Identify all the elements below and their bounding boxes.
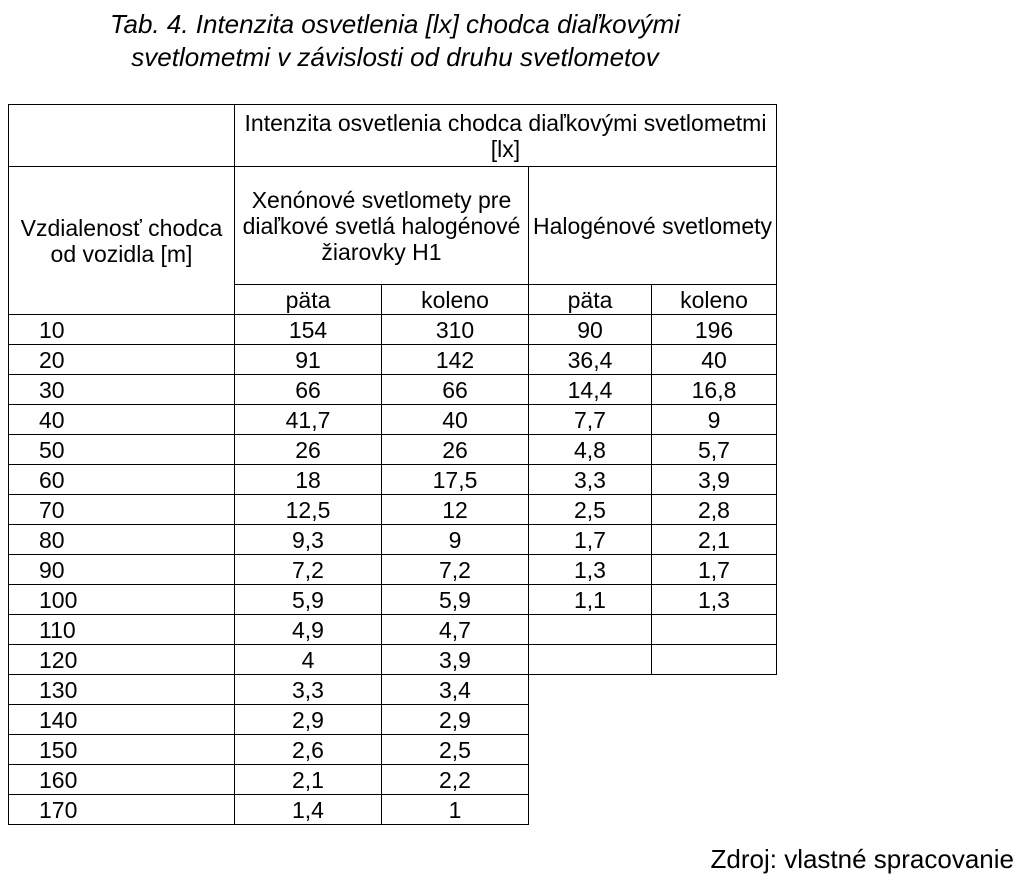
halogen-koleno-cell <box>652 705 777 735</box>
distance-cell: 10 <box>9 315 235 345</box>
xenon-pata-cell: 18 <box>235 465 382 495</box>
halogen-pata-cell <box>529 795 652 825</box>
distance-cell: 70 <box>9 495 235 525</box>
halogen-pata-cell: 1,7 <box>529 525 652 555</box>
xenon-pata-cell: 154 <box>235 315 382 345</box>
distance-cell: 50 <box>9 435 235 465</box>
table-row <box>9 375 777 405</box>
halogen-koleno-cell: 2,8 <box>652 495 777 525</box>
table-row <box>9 645 777 675</box>
xenon-koleno-cell: 2,9 <box>382 705 529 735</box>
xenon-pata-cell: 4 <box>235 645 382 675</box>
halogen-koleno-cell: 3,9 <box>652 465 777 495</box>
xenon-pata-cell: 1,4 <box>235 795 382 825</box>
distance-cell: 60 <box>9 465 235 495</box>
halogen-pata-cell: 2,5 <box>529 495 652 525</box>
header-row-1 <box>9 105 777 167</box>
distance-cell: 160 <box>9 765 235 795</box>
xenon-pata-cell: 4,9 <box>235 615 382 645</box>
halogen-pata-cell <box>529 705 652 735</box>
distance-cell: 80 <box>9 525 235 555</box>
halogen-pata-cell <box>529 615 652 645</box>
halogen-pata-cell: 1,3 <box>529 555 652 585</box>
subheader-xenon-koleno: koleno <box>382 285 529 315</box>
halogen-pata-cell: 3,3 <box>529 465 652 495</box>
distance-cell: 90 <box>9 555 235 585</box>
header-row-2 <box>9 167 777 285</box>
distance-cell: 40 <box>9 405 235 435</box>
xenon-pata-cell: 41,7 <box>235 405 382 435</box>
halogen-koleno-cell: 196 <box>652 315 777 345</box>
distance-cell: 170 <box>9 795 235 825</box>
table-row <box>9 705 777 735</box>
xenon-koleno-cell: 40 <box>382 405 529 435</box>
xenon-koleno-cell: 310 <box>382 315 529 345</box>
halogen-pata-cell <box>529 675 652 705</box>
subheader-halogen-koleno: koleno <box>652 285 777 315</box>
xenon-pata-cell: 91 <box>235 345 382 375</box>
table-row <box>9 495 777 525</box>
subheader-halogen-pata: päta <box>529 285 652 315</box>
distance-cell: 20 <box>9 345 235 375</box>
row-header-distance: Vzdialenosť chodca od vozidla [m] <box>9 167 235 315</box>
halogen-pata-cell <box>529 645 652 675</box>
halogen-koleno-cell <box>652 765 777 795</box>
table-row <box>9 765 777 795</box>
xenon-pata-cell: 12,5 <box>235 495 382 525</box>
source-note: Zdroj: vlastné spracovanie <box>710 844 1014 874</box>
halogen-koleno-cell <box>652 795 777 825</box>
xenon-koleno-cell: 9 <box>382 525 529 555</box>
xenon-koleno-cell: 1 <box>382 795 529 825</box>
distance-cell: 140 <box>9 705 235 735</box>
table-row <box>9 735 777 765</box>
distance-cell: 110 <box>9 615 235 645</box>
xenon-pata-cell: 3,3 <box>235 675 382 705</box>
table-row <box>9 405 777 435</box>
xenon-koleno-cell: 7,2 <box>382 555 529 585</box>
halogen-koleno-cell <box>652 675 777 705</box>
halogen-pata-cell: 4,8 <box>529 435 652 465</box>
distance-cell: 130 <box>9 675 235 705</box>
xenon-pata-cell: 7,2 <box>235 555 382 585</box>
xenon-koleno-cell: 12 <box>382 495 529 525</box>
halogen-koleno-cell: 9 <box>652 405 777 435</box>
caption-line-2: svetlometmi v závislosti od druhu svetlometov <box>131 42 659 72</box>
xenon-koleno-cell: 26 <box>382 435 529 465</box>
halogen-pata-cell: 1,1 <box>529 585 652 615</box>
table-row <box>9 435 777 465</box>
xenon-pata-cell: 66 <box>235 375 382 405</box>
halogen-pata-cell: 36,4 <box>529 345 652 375</box>
halogen-pata-cell: 7,7 <box>529 405 652 435</box>
table-row <box>9 525 777 555</box>
xenon-koleno-cell: 3,4 <box>382 675 529 705</box>
table-caption <box>30 8 760 74</box>
xenon-koleno-cell: 2,2 <box>382 765 529 795</box>
caption-line-1: Tab. 4. Intenzita osvetlenia [lx] chodca diaľkovými <box>110 9 680 39</box>
header-empty-corner <box>9 105 235 167</box>
halogen-koleno-cell <box>652 645 777 675</box>
xenon-header: Xenónové svetlomety pre diaľkové svetlá halogénové žiarovky H1 <box>235 167 529 285</box>
halogen-koleno-cell: 40 <box>652 345 777 375</box>
halogen-pata-cell: 14,4 <box>529 375 652 405</box>
table-row <box>9 675 777 705</box>
table-row <box>9 345 777 375</box>
halogen-koleno-cell: 2,1 <box>652 525 777 555</box>
xenon-koleno-cell: 142 <box>382 345 529 375</box>
distance-cell: 120 <box>9 645 235 675</box>
halogen-pata-cell <box>529 765 652 795</box>
xenon-pata-cell: 9,3 <box>235 525 382 555</box>
xenon-koleno-cell: 3,9 <box>382 645 529 675</box>
halogen-pata-cell: 90 <box>529 315 652 345</box>
xenon-koleno-cell: 2,5 <box>382 735 529 765</box>
distance-cell: 30 <box>9 375 235 405</box>
xenon-koleno-cell: 17,5 <box>382 465 529 495</box>
xenon-koleno-cell: 66 <box>382 375 529 405</box>
distance-cell: 100 <box>9 585 235 615</box>
xenon-koleno-cell: 5,9 <box>382 585 529 615</box>
xenon-pata-cell: 26 <box>235 435 382 465</box>
xenon-pata-cell: 2,1 <box>235 765 382 795</box>
halogen-pata-cell <box>529 735 652 765</box>
halogen-koleno-cell: 5,7 <box>652 435 777 465</box>
group-header: Intenzita osvetlenia chodca diaľkovými svetlometmi [lx] <box>235 105 777 167</box>
table-row <box>9 795 777 825</box>
halogen-koleno-cell: 16,8 <box>652 375 777 405</box>
xenon-koleno-cell: 4,7 <box>382 615 529 645</box>
subheader-xenon-pata: päta <box>235 285 382 315</box>
xenon-pata-cell: 5,9 <box>235 585 382 615</box>
halogen-koleno-cell <box>652 615 777 645</box>
halogen-koleno-cell <box>652 735 777 765</box>
table-row <box>9 615 777 645</box>
illuminance-table <box>8 104 777 825</box>
table-row <box>9 555 777 585</box>
xenon-pata-cell: 2,6 <box>235 735 382 765</box>
halogen-koleno-cell: 1,7 <box>652 555 777 585</box>
distance-cell: 150 <box>9 735 235 765</box>
xenon-pata-cell: 2,9 <box>235 705 382 735</box>
halogen-koleno-cell: 1,3 <box>652 585 777 615</box>
table-row <box>9 465 777 495</box>
table-row <box>9 585 777 615</box>
halogen-header: Halogénové svetlomety <box>529 167 777 285</box>
table-row <box>9 315 777 345</box>
